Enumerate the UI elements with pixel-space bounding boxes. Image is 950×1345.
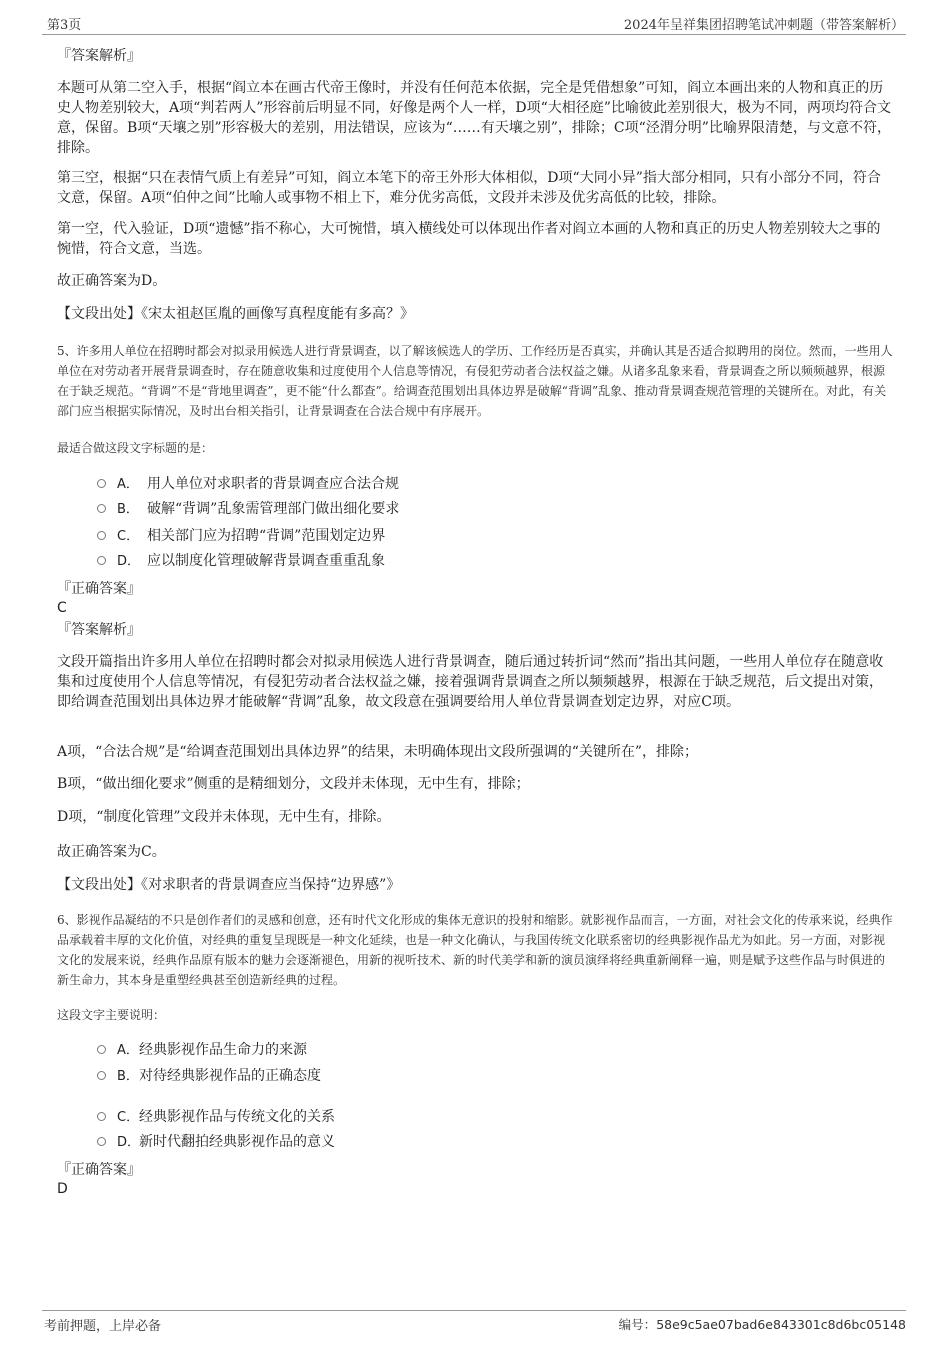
page-footer <box>42 1310 906 1335</box>
q4-conclusion: 故正确答案为D。 <box>57 273 167 289</box>
radio-icon[interactable] <box>97 504 106 513</box>
q5-option-b[interactable]: B． 破解“背调”乱象需管理部门做出细化要求 <box>97 499 399 520</box>
option-text: 经典影视作品生命力的来源 <box>139 1042 307 1058</box>
document-code: 编号：58e9c5ae07bad6e843301c8d6bc05148 <box>618 1317 906 1332</box>
q5-question: 最适合做这段文字标题的是： <box>57 441 214 455</box>
q5-analysis-para1: 文段开篇指出许多用人单位在招聘时都会对拟录用候选人进行背景调查，随后通过转折词“然而”指出其问题，一些用人单位存在随意收集和过度使用个人信息等情况，有侵犯劳动者合法权益之嫌，接着强调背景调查之所以频频越界，根源在于缺乏规范，后文提出对策，即给调查范围划出具体边界才能破解“背调”乱象，故文段意在强调要给用人单位背景调查划定边界，对应C项。 <box>57 654 884 710</box>
q5-analysis-para2: A项，“合法合规”是“给调查范围划出具体边界”的结果，未明确体现出文段所强调的“关键所在”，排除； <box>57 744 699 760</box>
radio-icon[interactable] <box>97 1112 106 1121</box>
q5-analysis-para3: B项，“做出细化要求”侧重的是精细划分，文段并未体现，无中生有，排除； <box>57 776 530 792</box>
q4-source: 【文段出处】《宋太祖赵匡胤的画像写真程度能有多高？》 <box>57 306 414 322</box>
q6-option-c[interactable]: C．经典影视作品与传统文化的关系 <box>97 1107 335 1128</box>
q4-analysis-para3: 第一空，代入验证，D项“遗憾”指不称心，大可惋惜，填入横线处可以体现出作者对阎立本画的人物和真正的历史人物差别较大之事的惋惜，符合文意，当选。 <box>57 221 881 257</box>
q6-option-a[interactable]: A．经典影视作品生命力的来源 <box>97 1040 307 1061</box>
q5-stem: 5、许多用人单位在招聘时都会对拟录用候选人进行背景调查，以了解该候选人的学历、工作经历是否真实，并确认其是否适合拟聘用的岗位。然而，一些用人单位在对劳动者开展背景调查时，存在随意收集和过度使用个人信息等情况，有侵犯劳动者合法权益之嫌。从诸多乱象来看，背景调查之所以频频越界，根源在于缺乏规范。“背调”不是“背地里调查”，更不能“什么都查”。给调查范围划出具体边界是破解“背调”乱象、推动背景调查规范管理的关键所在。对此，有关部门应当根据实际情况，及时出台相关指引，让背景调查在合法合规中有序展开。 <box>57 344 893 418</box>
page-header <box>42 14 906 35</box>
radio-icon[interactable] <box>97 479 106 488</box>
q6-stem: 6、影视作品凝结的不只是创作者们的灵感和创意，还有时代文化形成的集体无意识的投射和缩影。就影视作品而言，一方面，对社会文化的传承来说，经典作品承载着丰厚的文化价值，对经典的重复呈现既是一种文化延续，也是一种文化确认，与我国传统文化联系密切的经典影视作品尤为如此。另一方面，对影视文化的发展来说，经典作品原有版本的魅力会逐渐褪色，用新的视听技术、新的时代美学和新的演员演绎将经典重新阐释一遍，则是赋予这些作品与时俱进的新生命力，其本身是重塑经典甚至创造新经典的过程。 <box>57 913 893 987</box>
q4-analysis-title: 『答案解析』 <box>57 48 141 64</box>
q5-analysis-title: 『答案解析』 <box>57 622 141 638</box>
q6-answer-title: 『正确答案』 <box>57 1162 141 1178</box>
radio-icon[interactable] <box>97 1137 106 1146</box>
q6-question: 这段文字主要说明： <box>57 1008 166 1022</box>
page-number: 第3页 <box>47 18 82 33</box>
q5-answer: C <box>57 600 67 616</box>
option-text: 经典影视作品与传统文化的关系 <box>139 1109 335 1125</box>
option-text: 新时代翻拍经典影视作品的意义 <box>139 1134 335 1150</box>
footer-slogan: 考前押题，上岸必备 <box>44 1319 162 1334</box>
q5-conclusion: 故正确答案为C。 <box>57 844 166 860</box>
radio-icon[interactable] <box>97 1071 106 1080</box>
option-text: 用人单位对求职者的背景调查应合法合规 <box>147 476 399 492</box>
option-text: 应以制度化管理破解背景调查重重乱象 <box>147 553 385 569</box>
option-text: 对待经典影视作品的正确态度 <box>139 1068 321 1084</box>
q4-analysis-para2: 第三空，根据“只在表情气质上有差异”可知，阎立本笔下的帝王外形大体相似，D项“大同小异”指大部分相同，只有小部分不同，符合文意，保留。A项“伯仲之间”比喻人或事物不相上下，难分优劣高低，文段并未涉及优劣高低的比较，排除。 <box>57 170 881 206</box>
radio-icon[interactable] <box>97 1045 106 1054</box>
document-title: 2024年呈祥集团招聘笔试冲刺题（带答案解析） <box>623 18 904 33</box>
q4-analysis-para1: 本题可从第二空入手，根据“阎立本在画古代帝王像时，并没有任何范本依据，完全是凭借想象”可知，阎立本画出来的人物和真正的历史人物差别较大，A项“判若两人”形容前后明显不同，好像是两个人一样，D项“大相径庭”比喻彼此差别很大，极为不同，两项均符合文意，保留。B项“天壤之别”形容极大的差别，用法错误，应该为“……有天壤之别”，排除；C项“泾渭分明”比喻界限清楚，与文意不符，排除。 <box>57 80 891 156</box>
option-text: 破解“背调”乱象需管理部门做出细化要求 <box>147 501 400 517</box>
q5-analysis-para4: D项，“制度化管理”文段并未体现，无中生有，排除。 <box>57 809 391 825</box>
q6-option-b[interactable]: B．对待经典影视作品的正确态度 <box>97 1066 321 1087</box>
radio-icon[interactable] <box>97 556 106 565</box>
q5-option-d[interactable]: D． 应以制度化管理破解背景调查重重乱象 <box>97 551 385 572</box>
q6-option-d[interactable]: D．新时代翻拍经典影视作品的意义 <box>97 1132 335 1153</box>
q5-source: 【文段出处】《对求职者的背景调查应当保持“边界感”》 <box>57 877 401 893</box>
q5-answer-title: 『正确答案』 <box>57 581 141 597</box>
q5-option-a[interactable]: A． 用人单位对求职者的背景调查应合法合规 <box>97 474 399 495</box>
q6-answer: D <box>57 1181 68 1197</box>
radio-icon[interactable] <box>97 531 106 540</box>
q5-option-c[interactable]: C． 相关部门应为招聘“背调”范围划定边界 <box>97 526 385 547</box>
option-text: 相关部门应为招聘“背调”范围划定边界 <box>147 528 386 544</box>
